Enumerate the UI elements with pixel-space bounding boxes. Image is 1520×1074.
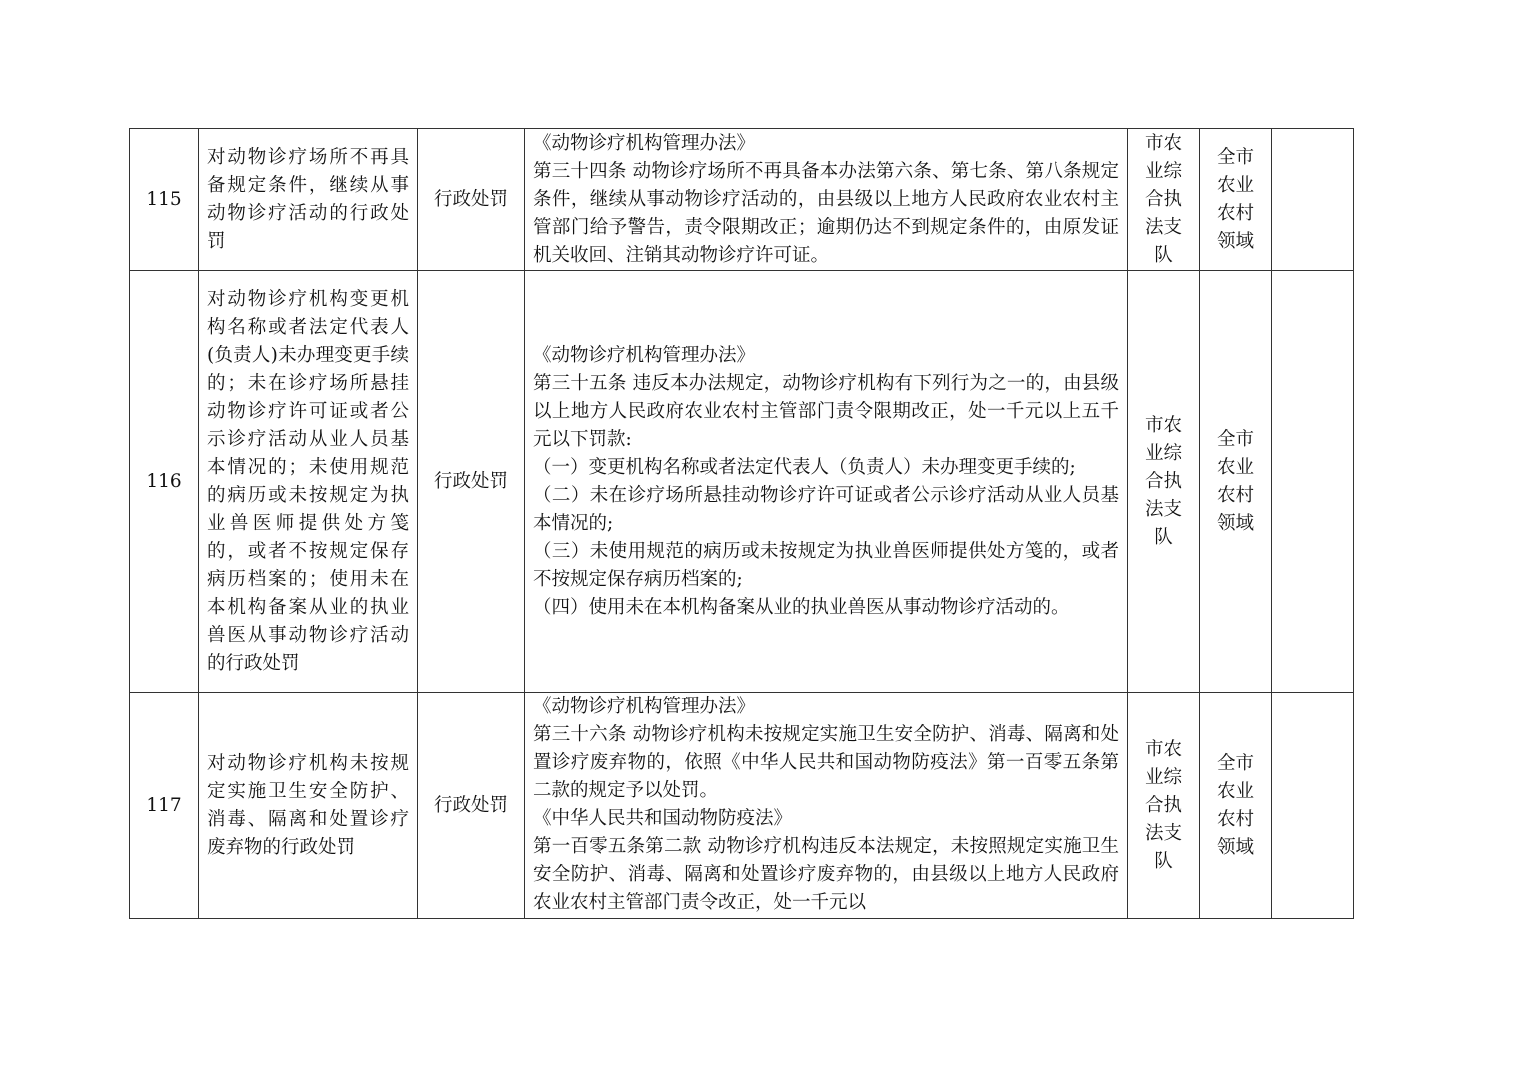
penalty-item-name: 对动物诊疗场所不再具备规定条件，继续从事动物诊疗活动的行政处罚 (199, 129, 418, 271)
basis-line: （四）使用未在本机构备案从业的执业兽医从事动物诊疗活动的。 (533, 596, 1070, 618)
basis-line: 第三十五条 违反本办法规定，动物诊疗机构有下列行为之一的，由县级以上地方人民政府农业农村主管部门责令限期改正，处一千元以上五千元以下罚款: (533, 372, 1119, 450)
basis-line: （三）未使用规范的病历或未按规定为执业兽医师提供处方笺的，或者不按规定保存病历档案的; (533, 540, 1119, 590)
remark-cell (1272, 693, 1354, 919)
basis-line: 《中华人民共和国动物防疫法》 (533, 808, 793, 829)
remark-cell (1272, 129, 1354, 271)
penalty-item-name: 对动物诊疗机构未按规定实施卫生安全防护、消毒、隔离和处置诊疗废弃物的行政处罚 (199, 693, 418, 919)
table-row (130, 693, 1354, 919)
penalty-type: 行政处罚 (418, 693, 525, 919)
row-number: 115 (130, 129, 199, 271)
enforcement-department: 市农业综合执法支队 (1128, 271, 1200, 693)
basis-line: （一）变更机构名称或者法定代表人（负责人）未办理变更手续的; (533, 456, 1076, 478)
penalty-item-name: 对动物诊疗机构变更机构名称或者法定代表人(负责人)未办理变更手续的；未在诊疗场所悬挂动物诊疗许可证或者公示诊疗活动从业人员基本情况的；未使用规范的病历或未按规定为执业兽医师提供处方笺的，或者不按规定保存病历档案的；使用未在本机构备案从业的执业兽医从事动物诊疗活动的行政处罚 (199, 271, 418, 693)
penalty-type: 行政处罚 (418, 129, 525, 271)
basis-line: 第三十六条 动物诊疗机构未按规定实施卫生安全防护、消毒、隔离和处置诊疗废弃物的，依照《中华人民共和国动物防疫法》第一百零五条第二款的规定予以处罚。 (533, 724, 1119, 801)
legal-basis (525, 271, 1128, 693)
basis-line: 第三十四条 动物诊疗场所不再具备本办法第六条、第七条、第八条规定条件，继续从事动物诊疗活动的，由县级以上地方人民政府农业农村主管部门给予警告，责令限期改正；逾期仍达不到规定条件的，由原发证机关收回、注销其动物诊疗许可证。 (533, 160, 1119, 266)
basis-line: 《动物诊疗机构管理办法》 (533, 344, 756, 366)
enforcement-scope: 全市农业农村领域 (1200, 693, 1272, 919)
basis-line: （二）未在诊疗场所悬挂动物诊疗许可证或者公示诊疗活动从业人员基本情况的; (533, 484, 1119, 534)
basis-line: 《动物诊疗机构管理办法》 (533, 696, 756, 717)
row-number: 117 (130, 693, 199, 919)
enforcement-scope: 全市农业农村领域 (1200, 271, 1272, 693)
table-row (130, 129, 1354, 271)
legal-basis (525, 693, 1128, 919)
row-number: 116 (130, 271, 199, 693)
basis-line: 《动物诊疗机构管理办法》 (533, 132, 756, 154)
enforcement-department: 市农业综合执法支队 (1128, 693, 1200, 919)
enforcement-department: 市农业综合执法支队 (1128, 129, 1200, 271)
enforcement-scope: 全市农业农村领域 (1200, 129, 1272, 271)
table-row (130, 271, 1354, 693)
legal-basis (525, 129, 1128, 271)
penalty-type: 行政处罚 (418, 271, 525, 693)
remark-cell (1272, 271, 1354, 693)
regulation-table (129, 128, 1354, 919)
basis-line: 第一百零五条第二款 动物诊疗机构违反本法规定，未按照规定实施卫生安全防护、消毒、隔离和处置诊疗废弃物的，由县级以上地方人民政府农业农村主管部门责令改正，处一千元以 (533, 836, 1119, 913)
